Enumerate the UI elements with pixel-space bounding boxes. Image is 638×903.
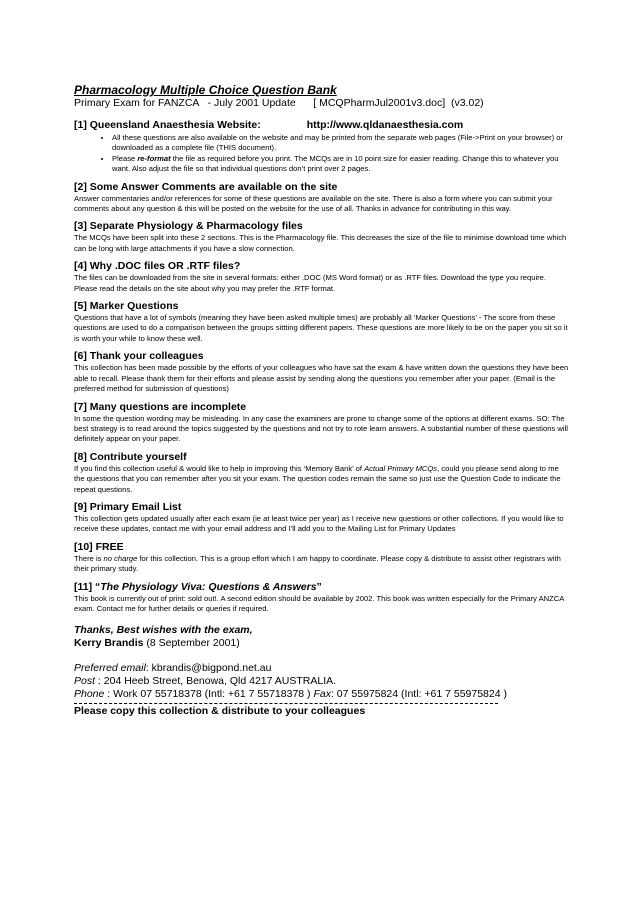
- document-title: Pharmacology Multiple Choice Question Bank: [74, 83, 337, 97]
- section-body: The MCQs have been split into these 2 sections. This is the Pharmacology file. This decreases the size of the file to minimise download time which can be long with large attachments if you have a slow connection.: [74, 233, 567, 253]
- section-free: [74, 541, 570, 575]
- section-body: The files can be downloaded from the site in several formats: either .DOC (MS Word format) or as .RTF files. Download the type you require. Please read the details on the site about why you may prefer the .RTF format.: [74, 273, 546, 293]
- section-body: This collection has been made possible by the efforts of your colleagues who have sat the exam & have written down the questions they have been able to recall. Please thank them for their efforts and please assist by sending along the questions you remember after your paper. (Email is the preferred method for submission of questions): [74, 363, 569, 394]
- section-heading: [8] Contribute yourself: [74, 450, 187, 463]
- contact-label: Preferred email: [74, 662, 146, 675]
- author-line: [74, 637, 570, 650]
- emphasis-text: Actual Primary MCQs: [364, 463, 438, 473]
- section-heading: [4] Why .DOC files OR .RTF files?: [74, 260, 241, 273]
- section-thank-colleagues: [74, 350, 570, 394]
- list-item: • All these questions are also available on the website and may be printed from the separate web pages (File->Print on your browser) or downloaded as a complete file (THIS document).: [112, 133, 570, 154]
- section-answer-comments: [74, 181, 570, 215]
- contact-value: : kbrandis@bigpond.net.au: [145, 662, 272, 675]
- body-text: for this collection. This is a group effort which I am happy to coordinate. Please copy & distribute to assist other registrars with their primary study.: [74, 553, 561, 574]
- section-heading-text: [1] Queensland Anaesthesia Website:: [74, 119, 261, 131]
- contact-block: [74, 662, 570, 718]
- body-text: If you find this collection useful & would like to help in improving this ‘Memory Bank’ of: [74, 463, 365, 473]
- body-text: There is: [74, 553, 104, 563]
- section-body: In some the question wording may be misleading. In any case the examiners are prone to change some of the options at different exams. SO: The best strategy is to read around the topics suggested by the questions and not try to rote learn answers. A substantial number of these questions will definitely appear on your paper.: [74, 413, 568, 444]
- section-queensland-website: [74, 119, 570, 175]
- website-url: http://www.qldanaesthesia.com: [306, 119, 464, 131]
- section-body: [74, 464, 570, 495]
- section-incomplete-questions: [74, 401, 570, 445]
- document-page: [74, 83, 570, 718]
- section-physiology-viva: [74, 581, 570, 615]
- contact-post: [74, 675, 570, 688]
- author-name: Kerry Brandis: [74, 637, 144, 650]
- section-body: [74, 554, 570, 575]
- section-heading: [9] Primary Email List: [74, 500, 182, 513]
- section-contribute: [74, 451, 570, 495]
- document-subtitle: Primary Exam for FANZCA - July 2001 Update [ MCQPharmJul2001v3.doc] (v3.02): [74, 97, 484, 109]
- sign-off: Thanks, Best wishes with the exam,: [74, 624, 253, 637]
- section-heading: [3] Separate Physiology & Pharmacology files: [74, 220, 303, 233]
- section-body: Questions that have a lot of symbols (meaning they have been asked multiple times) are probably all ‘Marker Questions’ - The score from these questions are used to do a comparison between the groups sittting different papers. These questions are more likely to be on the paper you sit so it is worth your while to know these well.: [74, 313, 568, 343]
- section-heading: [5] Marker Questions: [74, 300, 179, 313]
- body-text: , could you please send along to me the questions that you can remember after you sit your exam. The question codes remain the same so just use the Question Code to indicate the repeat questions.: [74, 463, 561, 494]
- contact-phone: [74, 688, 570, 701]
- sign-date: (8 September 2001): [143, 637, 240, 650]
- section-email-list: [74, 501, 570, 535]
- contact-label: Post: [74, 675, 96, 688]
- section-file-formats: [74, 260, 570, 294]
- section-heading: [2] Some Answer Comments are available on the site: [74, 180, 338, 193]
- heading-text: [11] “: [74, 580, 101, 593]
- book-title: The Physiology Viva: Questions & Answers: [100, 580, 317, 593]
- footer-note: Please copy this collection & distribute to your colleagues: [74, 705, 366, 718]
- dashed-divider: [74, 703, 498, 704]
- section-body: Answer commentaries and/or references for some of these questions are available on the site. There is also a form where you can submit your comments about any question & this will be posted on the website for the use of all. Thanks in advance for contributing in this way.: [74, 193, 553, 214]
- emphasis-text: no charge: [103, 553, 138, 563]
- list-item-text: the file as required before you print. The MCQs are in 10 point size for easier reading. Change this to whatever you want. Also adjust the file so that individual questions don’t print over 2 pages.: [112, 153, 559, 174]
- list-item: [112, 154, 570, 175]
- contact-email: [74, 662, 570, 675]
- signature-block: [74, 624, 570, 650]
- heading-text: ”: [316, 580, 322, 593]
- contact-value: : Work 07 55718378 (Intl: +61 7 55718378 ): [104, 688, 314, 701]
- section-heading: [10] FREE: [74, 540, 124, 553]
- section-body: This collection gets updated usually after each exam (ie at least twice per year) as I receive new questions or other collections. If you would like to receive these updates, contact me with your email address and I’ll add you to the Mailing List for Primary Updates: [74, 513, 564, 534]
- contact-value: : 07 55975824 (Intl: +61 7 55975824 ): [330, 688, 507, 701]
- section-heading: [7] Many questions are incomplete: [74, 400, 247, 413]
- contact-value: : 204 Heeb Street, Benowa, Qld 4217 AUSTRALIA.: [95, 675, 337, 688]
- contact-label: Phone: [74, 688, 105, 701]
- section-separate-files: [74, 220, 570, 254]
- bullet-list: [74, 133, 570, 175]
- list-item-text: Please: [112, 153, 138, 163]
- section-heading: [74, 581, 570, 594]
- emphasis-text: re-format: [137, 153, 171, 163]
- section-heading: [74, 119, 570, 132]
- section-heading: [6] Thank your colleagues: [74, 350, 204, 363]
- section-body: This book is currently out of print: sold out!. A second edition should be available by 2002. This book was written especially for the Primary ANZCA exam. Contact me for further details or queries if required.: [74, 593, 564, 613]
- contact-label: Fax: [313, 688, 331, 701]
- section-marker-questions: [74, 300, 570, 344]
